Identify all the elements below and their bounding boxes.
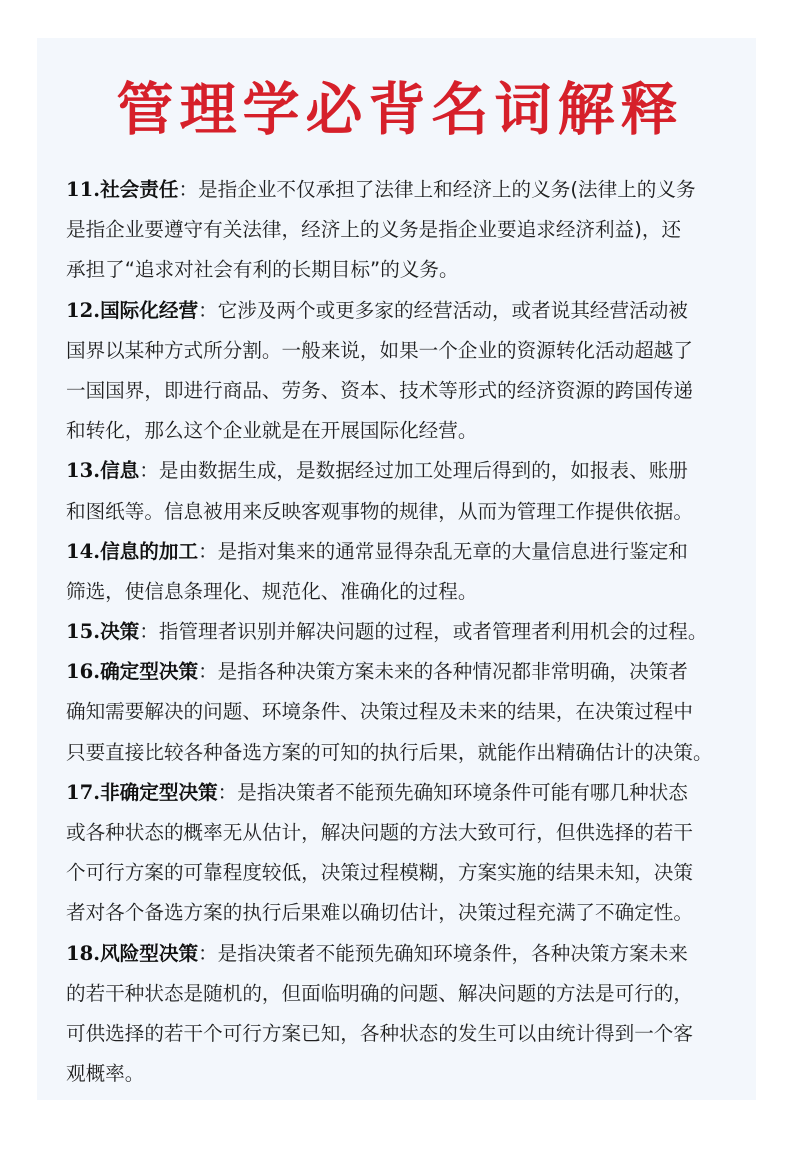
- entry-text: 是指各种决策方案未来的各种情况都非常明确，决策者: [217, 660, 688, 684]
- entry-term: 决策: [100, 620, 140, 644]
- entry-text: 是由数据生成，是数据经过加工处理后得到的，如报表、账册: [158, 459, 688, 483]
- entry-number: 14.: [66, 539, 101, 563]
- entry-social-responsibility: [66, 170, 742, 291]
- entry-number: 12.: [66, 298, 101, 322]
- entry-colon: ：: [217, 780, 238, 804]
- entry-decision: [66, 612, 742, 652]
- entry-term: 社会责任: [100, 178, 179, 201]
- entry-text: 指管理者识别并解决问题的过程，或者管理者利用机会的过程。: [158, 620, 708, 644]
- entry-line: 筛选，使信息条理化、规范化、准确化的过程。: [66, 579, 478, 603]
- entry-information: [66, 451, 742, 531]
- entry-number: 15.: [66, 620, 101, 644]
- entry-line: [66, 451, 742, 491]
- entry-term: 信息的加工: [100, 539, 199, 563]
- entry-certain-decision: [66, 652, 742, 773]
- entry-colon: ：: [139, 459, 159, 483]
- entry-line: 一国国界，即进行商品、劳务、资本、技术等形式的经济资源的跨国传递: [66, 378, 693, 402]
- entry-number: 18.: [66, 941, 101, 965]
- entry-line: 确知需要解决的问题、环境条件、决策过程及未来的结果，在决策过程中: [66, 700, 693, 724]
- entry-line: [66, 934, 742, 974]
- entry-line: 承担了“追求对社会有利的长期目标”的义务。: [66, 258, 459, 282]
- entry-line: 者对各个备选方案的执行后果难以确切估计，决策过程充满了不确定性。: [66, 901, 693, 925]
- entry-number: 16.: [66, 660, 101, 684]
- entry-colon: ：: [198, 941, 218, 965]
- entry-internationalization: [66, 291, 742, 452]
- entry-line: 只要直接比较各种备选方案的可知的执行后果，就能作出精确估计的决策。: [66, 740, 713, 764]
- entry-term: 风险型决策: [100, 941, 199, 965]
- entry-colon: ：: [139, 620, 159, 644]
- entry-term: 确定型决策: [100, 660, 199, 684]
- page-title: 管理学必背名词解释: [116, 76, 684, 143]
- entry-line: 和转化，那么这个企业就是在开展国际化经营。: [66, 419, 478, 443]
- entry-number: 13.: [66, 459, 101, 483]
- entry-term: 国际化经营: [100, 298, 199, 322]
- entry-uncertain-decision: [66, 773, 742, 934]
- entry-number: 11.: [66, 178, 101, 201]
- entry-text: 是指企业不仅承担了法律上和经济上的义务(法律上的义务: [198, 178, 696, 201]
- entry-colon: ：: [198, 539, 218, 563]
- entry-line: [66, 291, 742, 331]
- entry-colon: ：: [198, 298, 218, 322]
- entry-text: 是指决策者不能预先确知环境条件可能有哪几种状态: [237, 780, 688, 804]
- entry-text: 是指决策者不能预先确知环境条件，各种决策方案未来: [217, 941, 688, 965]
- entry-colon: ：: [178, 178, 199, 201]
- entry-term: 信息: [100, 459, 140, 483]
- entry-colon: ：: [198, 660, 218, 684]
- entry-line: [66, 773, 742, 813]
- entry-line: 的若干种状态是随机的，但面临明确的问题、解决问题的方法是可行的，: [66, 981, 693, 1005]
- entry-line: 国界以某种方式所分割。一般来说，如果一个企业的资源转化活动超越了: [66, 338, 693, 362]
- entry-line: 个可行方案的可靠程度较低，决策过程模糊，方案实施的结果未知，决策: [66, 861, 693, 885]
- entry-number: 17.: [66, 780, 101, 804]
- entry-line: [66, 612, 742, 652]
- entry-term: 非确定型决策: [100, 780, 218, 804]
- entry-risk-decision: [66, 934, 742, 1095]
- entry-line: [66, 532, 742, 572]
- entry-information-processing: [66, 532, 742, 612]
- entry-text: 是指对集来的通常显得杂乱无章的大量信息进行鉴定和: [217, 539, 688, 563]
- entry-line: 观概率。: [66, 1062, 145, 1086]
- entry-line: 和图纸等。信息被用来反映客观事物的规律，从而为管理工作提供依据。: [66, 499, 693, 523]
- entry-line: [66, 652, 742, 692]
- entry-line: [66, 170, 742, 210]
- entry-list: [66, 170, 742, 1094]
- entry-line: 是指企业要遵守有关法律，经济上的义务是指企业要追求经济利益)，还: [66, 218, 682, 242]
- entry-line: 可供选择的若干个可行方案已知，各种状态的发生可以由统计得到一个客: [66, 1021, 693, 1045]
- entry-text: 它涉及两个或更多家的经营活动，或者说其经营活动被: [217, 298, 688, 322]
- entry-line: 或各种状态的概率无从估计，解决问题的方法大致可行，但供选择的若干: [66, 821, 693, 844]
